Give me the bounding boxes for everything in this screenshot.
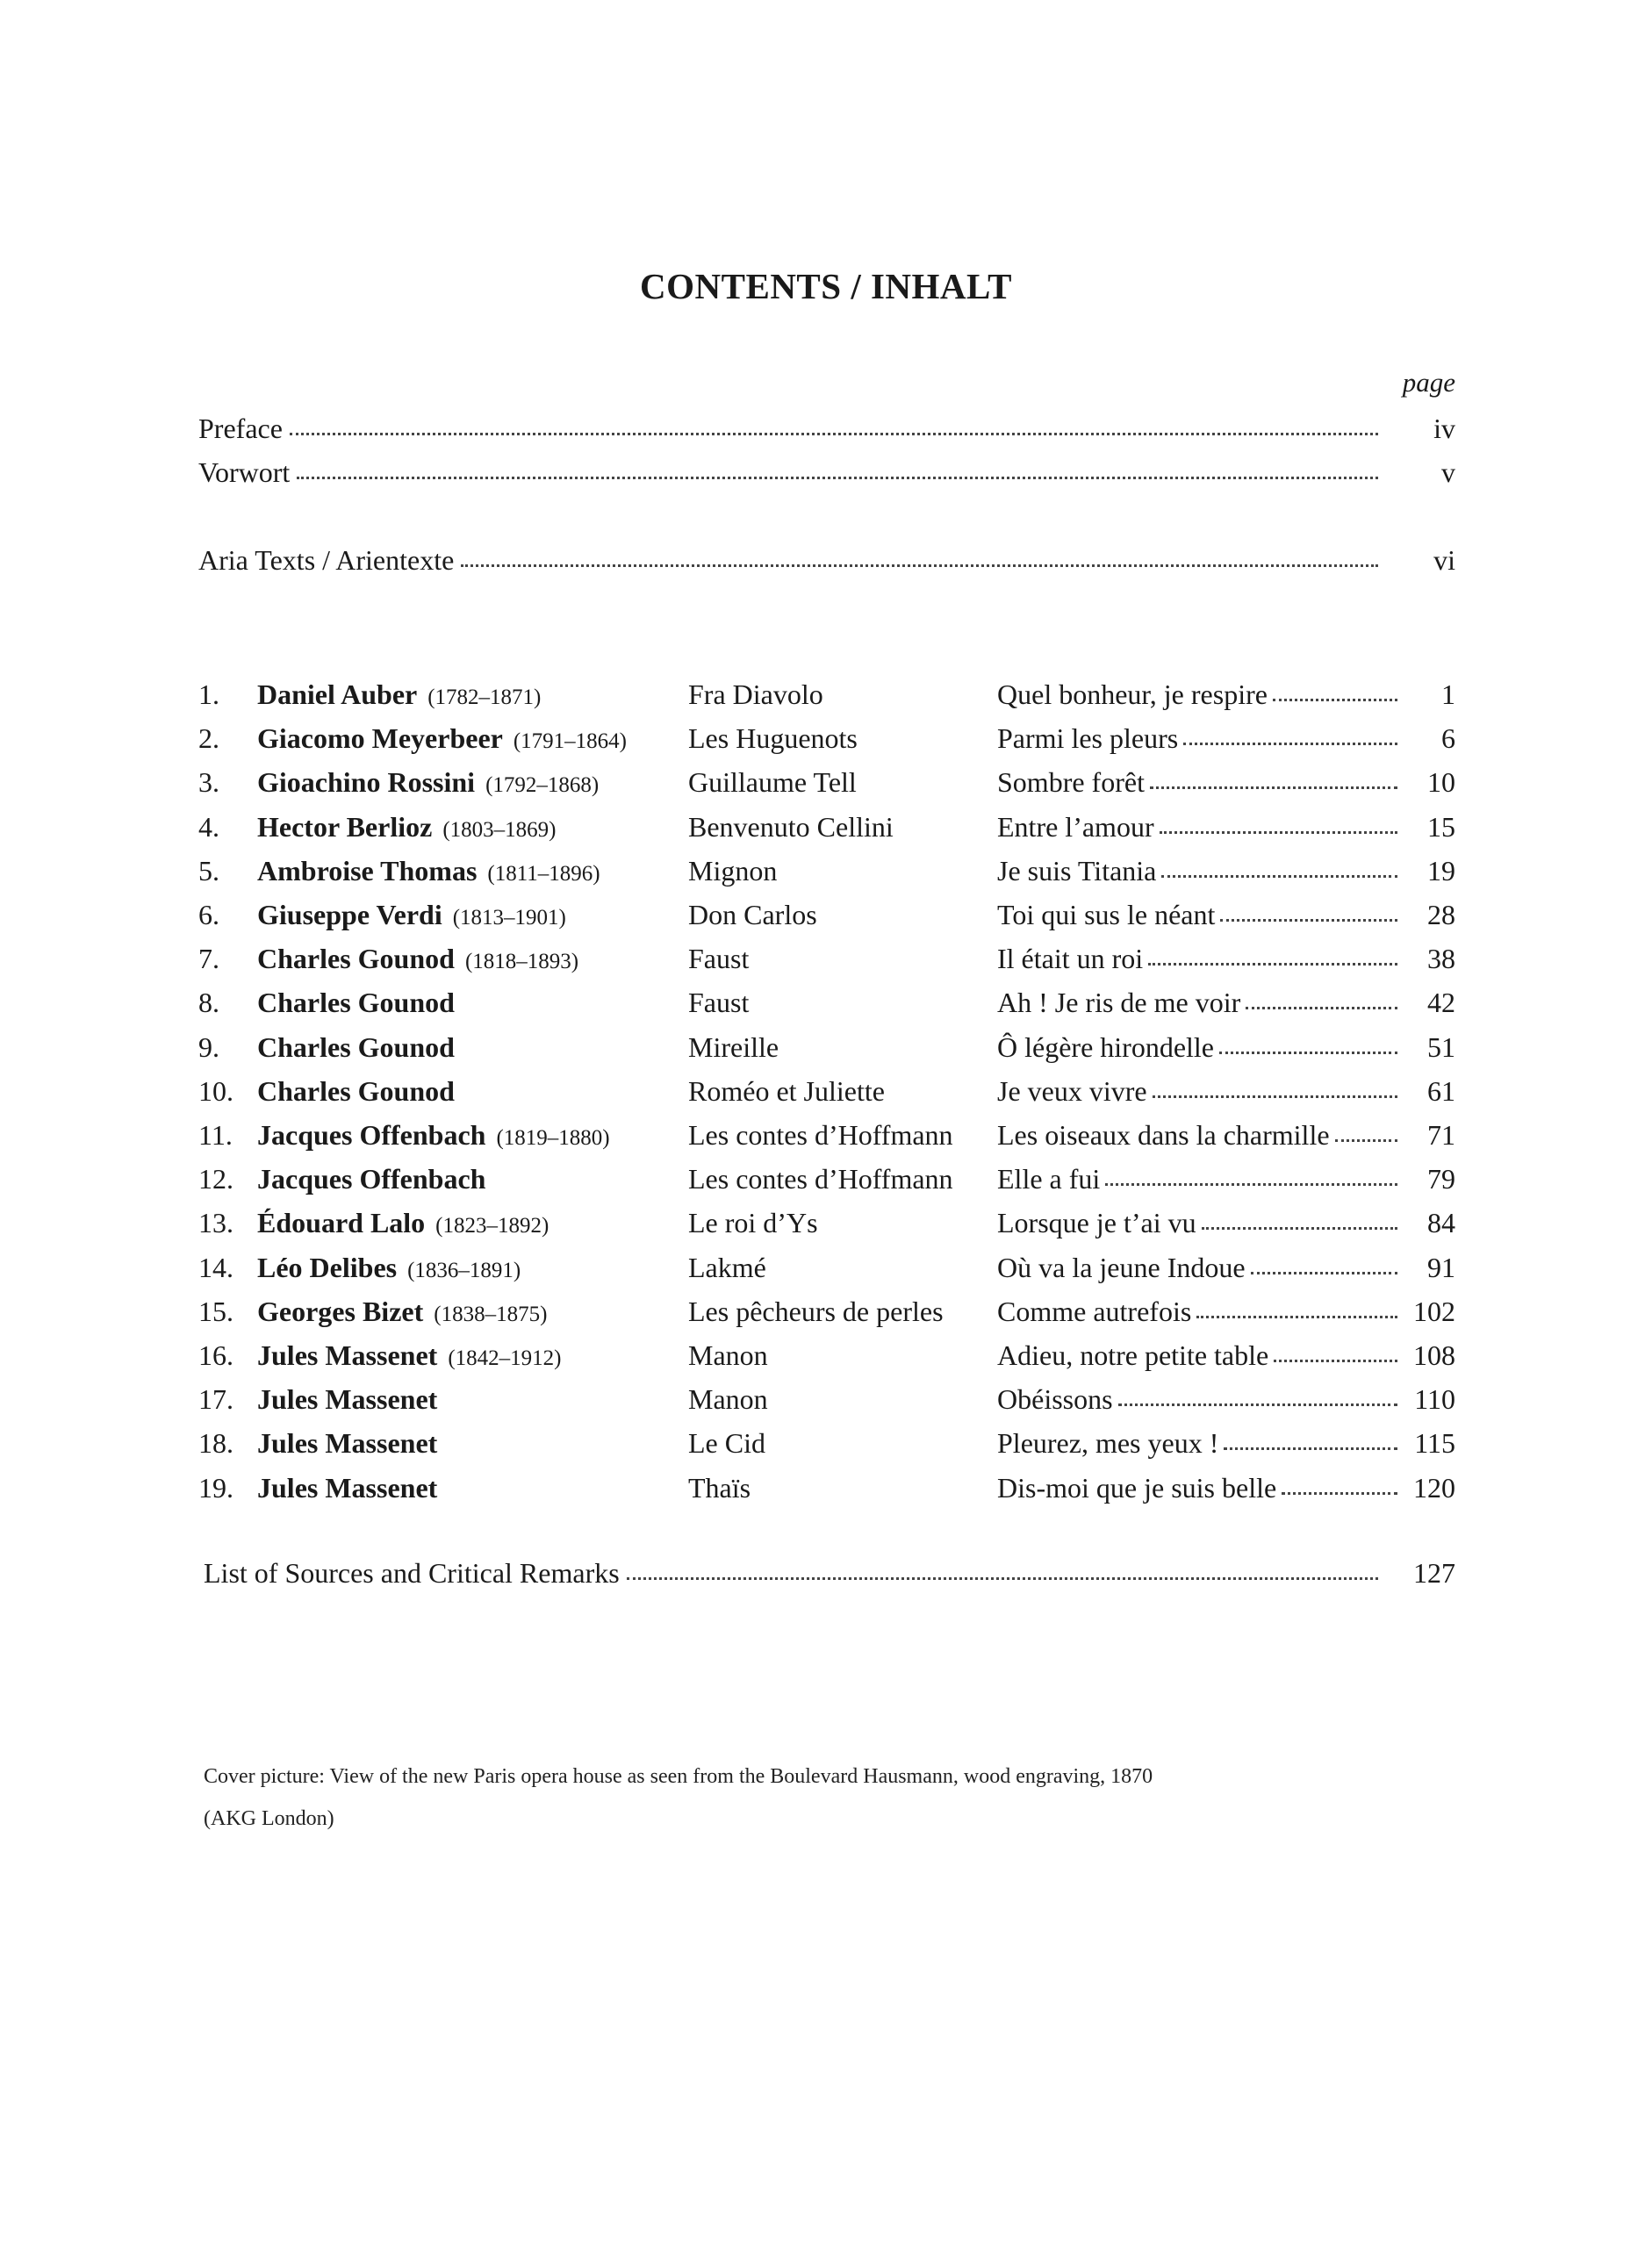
aria-title: Sombre forêt: [997, 766, 1145, 799]
aria-cell: [997, 1377, 1455, 1421]
aria-cell: [997, 1201, 1455, 1245]
opera-title: Les contes d’Hoffmann: [688, 1119, 953, 1151]
aria-title: Ah ! Je ris de me voir: [997, 987, 1241, 1019]
dot-leader: [1160, 826, 1397, 834]
composer: [257, 760, 599, 808]
dot-leader: [1161, 870, 1397, 878]
table-row[interactable]: [198, 980, 1455, 1024]
page-number: 61: [1427, 1074, 1455, 1107]
aria-title: Je suis Titania: [997, 854, 1157, 887]
aria-cell: [997, 1246, 1455, 1289]
opera-title: Thaïs: [688, 1471, 751, 1504]
dot-leader: [1274, 1354, 1397, 1362]
aria-title: Je veux vivre: [997, 1074, 1147, 1107]
entry-number: 19.: [198, 1471, 233, 1504]
composer-dates: (1838–1875): [434, 1302, 548, 1326]
entry-number: 1.: [198, 678, 219, 710]
composer: [257, 672, 541, 720]
entry-number: 14.: [198, 1251, 233, 1283]
page-number: 115: [1414, 1427, 1455, 1460]
opera-title: Fra Diavolo: [688, 678, 823, 710]
page-number: 84: [1427, 1207, 1455, 1239]
composer-dates: (1813–1901): [452, 906, 566, 930]
page-number: 6: [1441, 722, 1455, 755]
aria-title: Lorsque je t’ai vu: [997, 1207, 1196, 1239]
toc-entry-page: 127: [1413, 1557, 1455, 1589]
entry-number: 6.: [198, 899, 219, 930]
dot-leader: [1246, 1001, 1397, 1009]
aria-cell: [997, 849, 1455, 893]
entry-number: 3.: [198, 766, 219, 799]
dot-leader: [627, 1572, 1378, 1580]
table-row[interactable]: [198, 1421, 1455, 1465]
entry-number: 15.: [198, 1295, 233, 1327]
aria-cell: [997, 1113, 1455, 1157]
aria-cell: [997, 672, 1455, 716]
dot-leader: [1150, 781, 1397, 789]
page-column-label: page: [1402, 367, 1455, 398]
page-number: 91: [1427, 1251, 1455, 1283]
composer: [257, 980, 465, 1028]
table-row[interactable]: [198, 937, 1455, 980]
composer-dates: (1836–1891): [407, 1258, 521, 1282]
opera-title: Lakmé: [688, 1251, 766, 1283]
composer-dates: (1823–1892): [435, 1214, 549, 1238]
toc-entry-label: Preface: [198, 413, 283, 444]
aria-cell: [997, 1466, 1455, 1510]
aria-cell: [997, 1157, 1455, 1201]
entry-number: 16.: [198, 1339, 233, 1371]
opera-title: Le roi d’Ys: [688, 1207, 818, 1239]
aria-title: Les oiseaux dans la charmille: [997, 1119, 1330, 1151]
table-row[interactable]: [198, 1377, 1455, 1421]
composer-name: Charles Gounod: [257, 943, 455, 975]
table-row[interactable]: [198, 1069, 1455, 1113]
table-row[interactable]: [198, 1466, 1455, 1510]
composer-name: Giuseppe Verdi: [257, 899, 442, 930]
table-row[interactable]: [198, 805, 1455, 849]
page-number: 110: [1414, 1383, 1455, 1416]
page-title: CONTENTS / INHALT: [640, 266, 1012, 306]
table-row[interactable]: [198, 1246, 1455, 1289]
opera-title: Les contes d’Hoffmann: [688, 1163, 953, 1195]
aria-title: Toi qui sus le néant: [997, 899, 1216, 930]
opera-title: Faust: [688, 987, 750, 1019]
cover-caption-line-2: (AKG London): [204, 1807, 334, 1830]
page-number: 120: [1413, 1471, 1455, 1504]
aria-title: Parmi les pleurs: [997, 722, 1179, 755]
page-number: 71: [1427, 1119, 1455, 1151]
composer: [257, 1246, 521, 1293]
entry-number: 18.: [198, 1427, 233, 1460]
composer-name: Jacques Offenbach: [257, 1163, 486, 1195]
dot-leader: [461, 559, 1378, 567]
entry-number: 8.: [198, 987, 219, 1019]
aria-title: Quel bonheur, je respire: [997, 678, 1268, 710]
entry-number: 5.: [198, 854, 219, 887]
table-row[interactable]: [198, 1201, 1455, 1245]
aria-title: Entre l’amour: [997, 810, 1154, 843]
dot-leader: [1153, 1090, 1397, 1098]
toc-entry-label: List of Sources and Critical Remarks: [204, 1557, 620, 1589]
composer-dates: (1818–1893): [464, 950, 579, 974]
page-number: 51: [1427, 1030, 1455, 1063]
table-row[interactable]: [198, 849, 1455, 893]
composer-name: Édouard Lalo: [257, 1207, 426, 1239]
table-row[interactable]: [198, 1289, 1455, 1333]
page-number: 102: [1413, 1295, 1455, 1327]
table-row[interactable]: [198, 716, 1455, 760]
dot-leader: [1148, 958, 1397, 966]
aria-title: Dis-moi que je suis belle: [997, 1471, 1277, 1504]
entry-number: 12.: [198, 1163, 233, 1195]
composer: [257, 893, 566, 940]
toc-entry-page: vi: [1433, 544, 1455, 576]
composer-dates: (1791–1864): [513, 729, 628, 754]
aria-cell: [997, 1289, 1455, 1333]
aria-title: Elle a fui: [997, 1163, 1101, 1195]
opera-title: Les pêcheurs de perles: [688, 1295, 944, 1327]
table-row[interactable]: [198, 1113, 1455, 1157]
opera-title: Les Huguenots: [688, 722, 858, 755]
dot-leader: [1273, 693, 1397, 701]
aria-cell: [997, 937, 1455, 980]
aria-cell: [997, 1025, 1455, 1069]
opera-title: Benvenuto Cellini: [688, 810, 894, 843]
page-number: 79: [1427, 1163, 1455, 1195]
page-number: 19: [1427, 854, 1455, 887]
dot-leader: [1105, 1178, 1397, 1186]
composer: [257, 1466, 448, 1513]
opera-title: Le Cid: [688, 1427, 765, 1460]
composer: [257, 805, 556, 852]
table-row[interactable]: [198, 1025, 1455, 1069]
aria-title: Ô légère hirondelle: [997, 1030, 1214, 1063]
aria-cell: [997, 1333, 1455, 1377]
opera-title: Don Carlos: [688, 899, 817, 930]
aria-title: Il était un roi: [997, 943, 1144, 975]
entry-number: 7.: [198, 943, 219, 975]
page-number: 28: [1427, 899, 1455, 930]
composer: [257, 1421, 448, 1468]
opera-title: Faust: [688, 943, 750, 975]
page-number: 1: [1441, 678, 1455, 710]
aria-title: Pleurez, mes yeux !: [997, 1427, 1219, 1460]
aria-cell: [997, 1069, 1455, 1113]
composer: [257, 937, 578, 984]
dot-leader: [1183, 737, 1397, 745]
composer-name: Hector Berlioz: [257, 810, 433, 843]
toc-entry-label: Vorwort: [198, 456, 291, 488]
page-number: 38: [1427, 943, 1455, 975]
dot-leader: [1220, 914, 1397, 922]
dot-leader: [297, 471, 1378, 479]
composer-name: Charles Gounod: [257, 987, 455, 1019]
composer-name: Jules Massenet: [257, 1427, 438, 1460]
toc-entry-page: iv: [1433, 413, 1455, 444]
entry-number: 9.: [198, 1030, 219, 1063]
composer-name: Charles Gounod: [257, 1074, 455, 1107]
toc-entry-vorwort[interactable]: [198, 455, 1455, 490]
toc-entry-aria-texts[interactable]: [198, 542, 1455, 578]
aria-cell: [997, 805, 1455, 849]
toc-entry-preface[interactable]: [198, 411, 1455, 446]
composer-name: Jules Massenet: [257, 1471, 438, 1504]
composer-name: Giacomo Meyerbeer: [257, 722, 503, 755]
composer-dates: (1782–1871): [427, 686, 542, 709]
composer-name: Daniel Auber: [257, 678, 418, 710]
dot-leader: [1219, 1046, 1397, 1054]
table-row[interactable]: [198, 1157, 1455, 1201]
opera-title: Mireille: [688, 1030, 779, 1063]
aria-cell: [997, 760, 1455, 804]
entry-number: 11.: [198, 1119, 233, 1151]
aria-title: Où va la jeune Indoue: [997, 1251, 1246, 1283]
toc-entry-page: v: [1441, 456, 1455, 488]
aria-cell: [997, 980, 1455, 1024]
composer: [257, 1289, 547, 1337]
page-number: 15: [1427, 810, 1455, 843]
opera-title: Mignon: [688, 854, 778, 887]
dot-leader: [1202, 1222, 1397, 1230]
aria-cell: [997, 716, 1455, 760]
entry-number: 2.: [198, 722, 219, 755]
composer-name: Léo Delibes: [257, 1251, 398, 1283]
composer: [257, 1069, 465, 1116]
page-number: 10: [1427, 766, 1455, 799]
entry-number: 13.: [198, 1207, 233, 1239]
entry-number: 17.: [198, 1383, 233, 1416]
aria-cell: [997, 1421, 1455, 1465]
cover-caption-line-1: Cover picture: View of the new Paris opera house as seen from the Boulevard Hausmann, wood engraving, 1870: [204, 1765, 1153, 1788]
composer-name: Jules Massenet: [257, 1339, 438, 1371]
composer: [257, 1377, 448, 1425]
composer: [257, 716, 627, 764]
table-row[interactable]: [198, 760, 1455, 804]
composer: [257, 1201, 549, 1248]
composer-name: Gioachino Rossini: [257, 766, 476, 799]
aria-title: Adieu, notre petite table: [997, 1339, 1269, 1371]
composer-dates: (1803–1869): [442, 817, 557, 842]
entry-number: 10.: [198, 1074, 233, 1107]
composer-name: Ambroise Thomas: [257, 854, 478, 887]
table-row[interactable]: [198, 1333, 1455, 1377]
page-number: 42: [1427, 987, 1455, 1019]
composer-dates: (1819–1880): [496, 1126, 610, 1150]
dot-leader: [1251, 1267, 1397, 1274]
composer: [257, 1333, 561, 1381]
dot-leader: [1118, 1398, 1397, 1406]
dot-leader: [1335, 1134, 1397, 1142]
entry-number: 4.: [198, 810, 219, 843]
composer-name: Charles Gounod: [257, 1030, 455, 1063]
table-row[interactable]: [198, 893, 1455, 937]
composer: [257, 1025, 465, 1073]
composer-dates: (1811–1896): [487, 861, 600, 886]
table-row[interactable]: [198, 672, 1455, 716]
toc-entry-sources[interactable]: [204, 1555, 1455, 1590]
composer-dates: (1842–1912): [448, 1346, 562, 1370]
opera-title: Roméo et Juliette: [688, 1074, 885, 1107]
opera-title: Manon: [688, 1383, 768, 1416]
aria-title: Obéissons: [997, 1383, 1113, 1416]
toc-entry-label: Aria Texts / Arientexte: [198, 544, 455, 576]
opera-title: Manon: [688, 1339, 768, 1371]
composer-name: Jules Massenet: [257, 1383, 438, 1416]
composer-name: Georges Bizet: [257, 1295, 424, 1327]
composer-dates: (1792–1868): [485, 773, 600, 798]
dot-leader: [1282, 1487, 1397, 1495]
dot-leader: [1224, 1442, 1397, 1450]
dot-leader: [1196, 1310, 1397, 1318]
composer-name: Jacques Offenbach: [257, 1119, 486, 1151]
composer: [257, 1113, 610, 1160]
page-number: 108: [1413, 1339, 1455, 1371]
aria-cell: [997, 893, 1455, 937]
aria-title: Comme autrefois: [997, 1295, 1192, 1327]
dot-leader: [290, 427, 1378, 435]
composer: [257, 1157, 496, 1204]
composer: [257, 849, 600, 896]
opera-title: Guillaume Tell: [688, 766, 857, 799]
